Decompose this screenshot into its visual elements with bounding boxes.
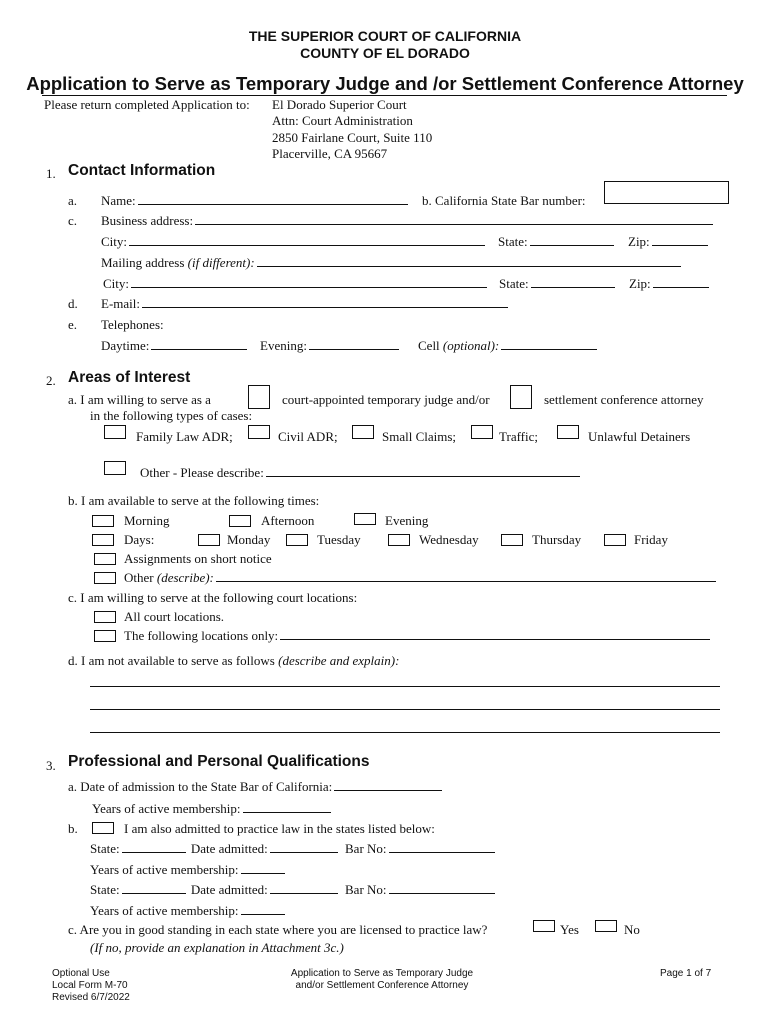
other-time-note: (describe): [156,570,214,585]
unlawful-detainers-checkbox[interactable] [557,425,579,439]
telephones-label: Telephones: [101,317,164,332]
monday-checkbox[interactable] [198,534,220,546]
zip-row [628,234,708,250]
years-label: Years of active membership: [92,801,241,816]
civil-adr-label: Civil ADR; [278,429,338,444]
bar-no-label-1: Bar No: [345,841,387,856]
willing-label: a. I am willing to serve as a [68,392,211,407]
date-admitted-field-2[interactable] [270,882,338,894]
temporary-judge-checkbox[interactable] [248,385,270,409]
state2-field[interactable] [531,276,615,288]
city-label: City: [101,234,128,249]
daytime-field[interactable] [151,338,247,350]
city2-label: City: [103,276,130,291]
years2-row-2 [90,903,285,919]
years-field[interactable] [243,801,331,813]
footer-form-number: Local Form M-70 [52,980,128,991]
mailing-address-field[interactable] [257,255,681,267]
footer-left [52,968,130,1004]
bar-number-field[interactable] [604,181,729,204]
small-claims-checkbox[interactable] [352,425,374,439]
date-admitted-label-1: Date admitted: [190,841,268,856]
city-field[interactable] [129,234,485,246]
good-standing-no-label: No [624,922,640,937]
settlement-attorney-checkbox[interactable] [510,385,532,409]
morning-checkbox[interactable] [92,515,114,527]
mailing-label: Mailing address [101,255,185,270]
admission-row [68,779,442,795]
wednesday-label: Wednesday [419,532,479,547]
evening-label: Evening: [260,338,307,353]
section-1-title: Contact Information [68,162,216,179]
afternoon-label: Afternoon [261,513,315,528]
item-c: c. [68,213,78,228]
date-admitted-label-2: Date admitted: [190,882,268,897]
years2-label-2: Years of active membership: [90,903,239,918]
bar-no-label-2: Bar No: [345,882,387,897]
years2-field-1[interactable] [241,862,285,874]
not-available-line-2[interactable] [90,709,720,710]
item-d: d. [68,296,78,311]
return-label: Please return completed Application to: [44,97,250,112]
state-admit-row-1 [90,841,495,857]
state-row [498,234,614,250]
other-case-checkbox[interactable] [104,461,126,475]
unlawful-detainers-label: Unlawful Detainers [588,429,691,444]
state-admit-field-2[interactable] [122,882,186,894]
evening-time-label: Evening [385,513,429,528]
footer-optional-use: Optional Use [52,968,110,979]
other-states-label: I am also admitted to practice law in the states listed below: [124,821,435,836]
years2-field-2[interactable] [241,903,285,915]
bar-no-field-2[interactable] [389,882,495,894]
cell-field[interactable] [501,338,597,350]
temporary-judge-label: court-appointed temporary judge and/or [282,392,490,407]
mailing-row [101,255,681,271]
evening-field[interactable] [309,338,399,350]
evening-row [260,338,399,354]
footer-page-number: Page 1 of 7 [660,968,712,979]
good-standing-no-checkbox[interactable] [595,920,617,932]
bar-no-field-1[interactable] [389,841,495,853]
zip-field[interactable] [652,234,708,246]
state-admit-row-2 [90,882,495,898]
business-address-label: Business address: [101,213,194,228]
other-states-checkbox[interactable] [92,822,114,834]
zip2-label: Zip: [629,276,651,291]
zip-label: Zip: [628,234,650,249]
footer-form-title-2: and/or Settlement Conference Attorney [295,980,469,991]
all-locations-checkbox[interactable] [94,611,116,623]
state-label: State: [498,234,528,249]
daytime-label: Daytime: [101,338,150,353]
locations-label: c. I am willing to serve at the following court locations: [68,590,358,605]
monday-label: Monday [227,532,271,547]
following-locations-row [124,628,710,644]
admission-label: a. Date of admission to the State Bar of California: [68,779,333,794]
state-admit-field-1[interactable] [122,841,186,853]
state-field[interactable] [530,234,614,246]
civil-adr-checkbox[interactable] [248,425,270,439]
item-e: e. [68,317,78,332]
daytime-row [101,338,247,354]
email-field[interactable] [142,296,508,308]
section-3-title: Professional and Personal Qualifications [68,753,370,770]
name-label: Name: [101,193,136,208]
days-checkbox[interactable] [92,534,114,546]
footer-form-title-1: Application to Serve as Temporary Judge [290,968,474,979]
section-2-title: Areas of Interest [68,369,191,386]
admission-field[interactable] [334,779,442,791]
court-name: THE SUPERIOR COURT OF CALIFORNIA [248,28,522,44]
page-title: Application to Serve as Temporary Judge and /or Settlement Conference Attorney [26,73,744,94]
not-available-note: (describe and explain): [278,653,400,668]
other-time-checkbox[interactable] [94,572,116,584]
following-locations-label: The following locations only: [124,628,279,643]
other-time-row [124,570,716,586]
afternoon-checkbox[interactable] [229,515,251,527]
bar-number-label: b. California State Bar number: [422,193,586,208]
family-law-label: Family Law ADR; [136,429,233,444]
good-standing-yes-label: Yes [560,922,579,937]
following-locations-field[interactable] [280,628,710,640]
times-label: b. I am available to serve at the following times: [68,493,320,508]
state-admit-label-2: State: [90,882,120,897]
return-line-3: 2850 Fairlane Court, Suite 110 [272,130,433,145]
city2-row [103,276,487,292]
short-notice-checkbox[interactable] [94,553,116,565]
state2-row [499,276,615,292]
section-1-number: 1. [46,166,56,181]
return-line-4: Placerville, CA 95667 [272,146,388,161]
tuesday-label: Tuesday [317,532,361,547]
date-admitted-field-1[interactable] [270,841,338,853]
following-locations-checkbox[interactable] [94,630,116,642]
zip2-row [629,276,709,292]
mailing-note: (if different): [187,255,255,270]
short-notice-label: Assignments on short notice [124,551,272,566]
other-case-row [140,465,580,481]
thursday-checkbox[interactable] [501,534,523,546]
item-a: a. [68,193,78,208]
family-law-checkbox[interactable] [104,425,126,439]
not-available-row [68,653,399,669]
days-label: Days: [124,532,155,547]
other-case-label: Other - Please describe: [140,465,264,480]
cell-label: Cell [418,338,440,353]
other-time-field[interactable] [216,570,716,582]
email-row [101,296,508,312]
city2-field[interactable] [131,276,487,288]
not-available-line-3[interactable] [90,732,720,733]
footer-center [232,968,532,992]
evening-checkbox[interactable] [354,513,376,525]
cell-note: (optional): [442,338,500,353]
state2-label: State: [499,276,529,291]
wednesday-checkbox[interactable] [388,534,410,546]
traffic-label: Traffic; [499,429,538,444]
traffic-checkbox[interactable] [471,425,493,439]
good-standing-note: (If no, provide an explanation in Attachment 3c.) [90,940,344,955]
name-field[interactable] [138,193,408,205]
not-available-label: d. I am not available to serve as follows [68,653,275,668]
return-line-2: Attn: Court Administration [272,113,413,128]
zip2-field[interactable] [653,276,709,288]
city-row [101,234,485,250]
other-time-label: Other [124,570,154,585]
years2-label-1: Years of active membership: [90,862,239,877]
name-row [101,193,408,209]
years2-row-1 [90,862,285,878]
not-available-line-1[interactable] [90,686,720,687]
small-claims-label: Small Claims; [382,429,457,444]
email-label: E-mail: [101,296,140,311]
cell-row [418,338,597,354]
footer-revised-date: Revised 6/7/2022 [52,992,130,1003]
business-address-field[interactable] [195,213,713,225]
county-name: COUNTY OF EL DORADO [300,45,470,61]
all-locations-label: All court locations. [124,609,225,624]
title-rule [42,95,727,96]
friday-label: Friday [634,532,668,547]
thursday-label: Thursday [532,532,582,547]
years-row [92,801,331,817]
state-admit-label-1: State: [90,841,120,856]
item-b-letter: b. [68,821,78,836]
section-2-number: 2. [46,373,56,388]
settlement-attorney-label: settlement conference attorney [544,392,704,407]
business-row [101,213,713,229]
case-types-label: in the following types of cases: [90,408,253,423]
good-standing-yes-checkbox[interactable] [533,920,555,932]
section-3-number: 3. [46,758,56,773]
return-line-1: El Dorado Superior Court [272,97,407,112]
good-standing-label: c. Are you in good standing in each state where you are licensed to practice law? [68,922,488,937]
friday-checkbox[interactable] [604,534,626,546]
other-case-field[interactable] [266,465,580,477]
tuesday-checkbox[interactable] [286,534,308,546]
morning-label: Morning [124,513,170,528]
